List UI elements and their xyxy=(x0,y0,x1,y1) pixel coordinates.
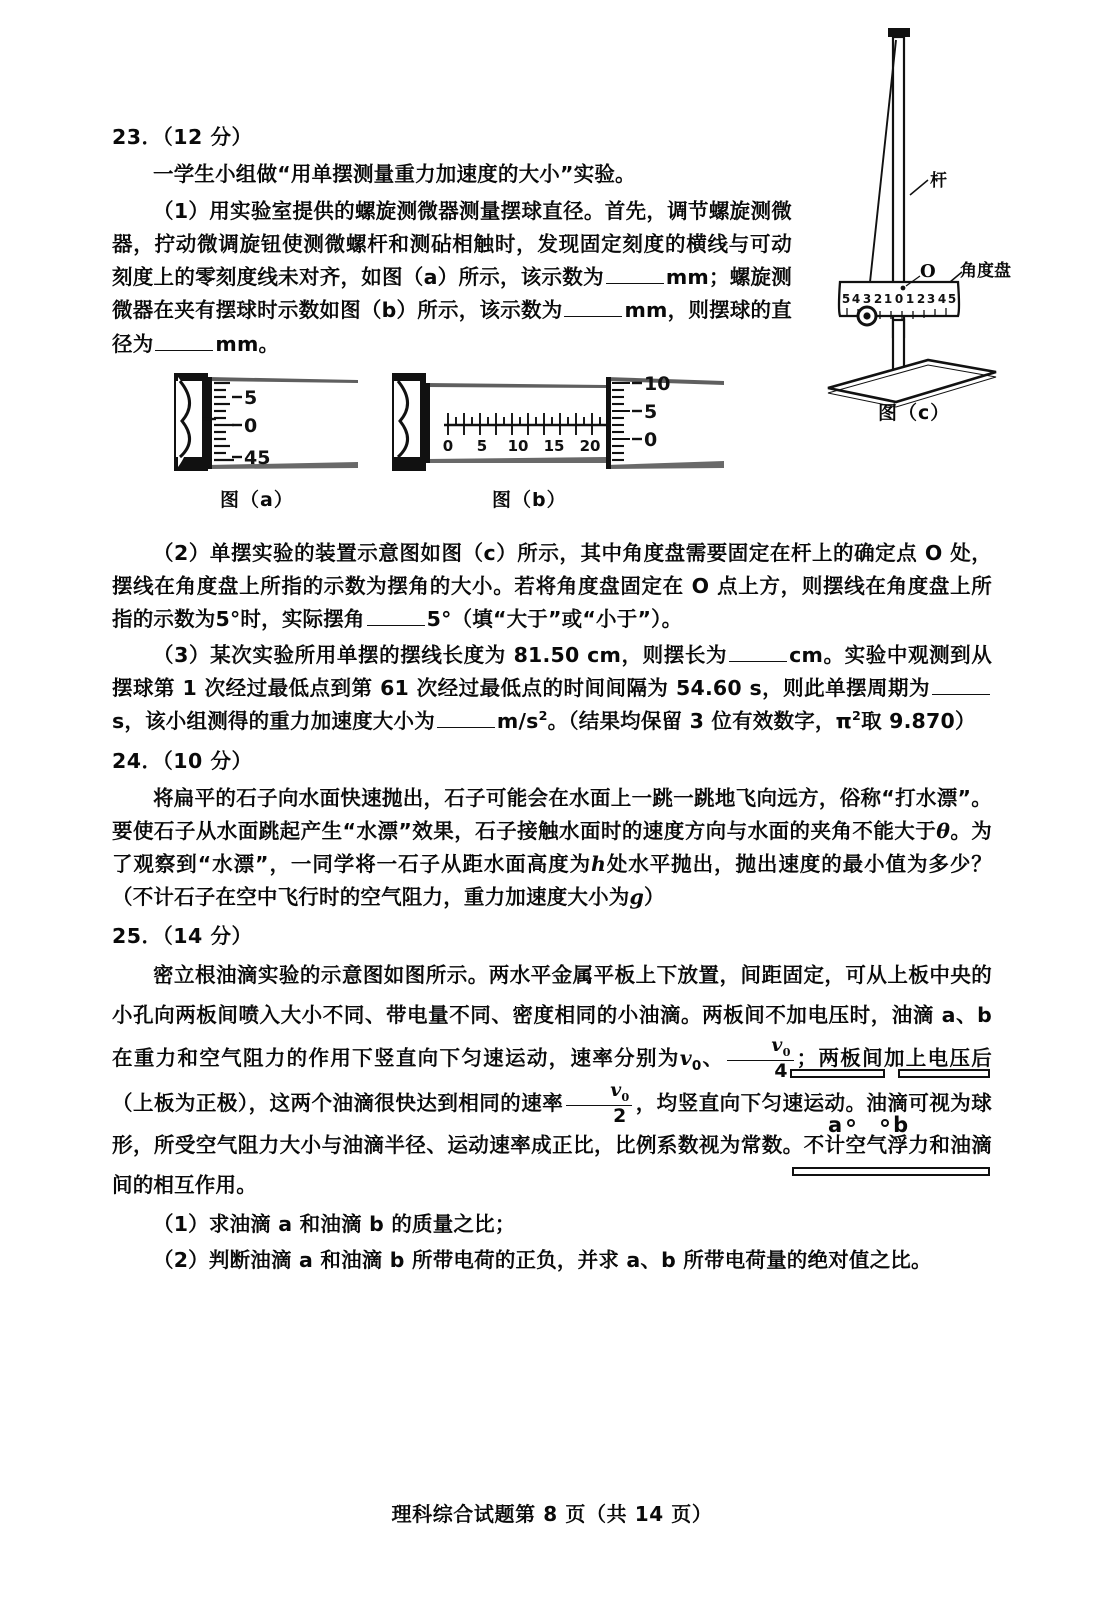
q25-frac1-denominator: 4 xyxy=(774,1059,788,1082)
question-25-sub1: （1）求油滴 a 和油滴 b 的质量之比； xyxy=(153,1212,516,1237)
svg-text:5: 5 xyxy=(841,292,851,306)
q23-part1-text-d: mm。 xyxy=(215,331,280,356)
svg-text:1: 1 xyxy=(905,292,915,306)
question-23-part3 xyxy=(112,639,992,739)
q24-text-2: 。为了观察到“水漂”，一同学将一石子从距水面高度为 xyxy=(112,818,992,877)
q23-pi-exponent: 2 xyxy=(852,708,862,724)
svg-text:10: 10 xyxy=(644,372,671,395)
q25-text-1: 密立根油滴实验的示意图如图所示。两水平金属平板上下放置，间距固定，可从上板中央的小孔向两板间喷入大小不同、带电量不同、密度相同的小油滴。两板间不加电压时，油滴 a、b 在重力和空气阻力的作用下竖直向下匀速运动，速率分别为 xyxy=(112,963,992,1071)
svg-text:5: 5 xyxy=(947,292,957,306)
svg-text:45: 45 xyxy=(244,446,271,469)
question-25-body-wrapper xyxy=(112,956,992,1206)
svg-text:5: 5 xyxy=(244,386,258,409)
question-23-part1 xyxy=(112,195,792,361)
q23-part1-text-c: mm，则摆球的直径为 xyxy=(112,298,792,356)
q24-symbol-h: h xyxy=(591,852,607,877)
figure-c-caption: 图（c） xyxy=(878,402,951,424)
figure-a-micrometer xyxy=(174,369,364,477)
q24-text-1: 将扁平的石子向水面快速抛出，石子可能会在水面上一跳一跳地飞向远方，俗称“打水漂”。要使石子从水面跳起产生“水漂”效果，石子接触水面时的速度方向与水面的夹角不能大于 xyxy=(112,785,992,843)
figure-c-point-o-label: O xyxy=(920,261,936,282)
answer-blank-6[interactable] xyxy=(932,672,990,695)
q23-part3-text-a: （3）某次实验所用单摆的摆线长度为 81.50 cm，则摆长为 xyxy=(153,642,728,667)
page-content xyxy=(112,124,992,1277)
q25-frac2-numerator: $v_0$ xyxy=(566,1081,632,1106)
oil-drop-b-label: b xyxy=(893,1113,910,1137)
svg-text:0: 0 xyxy=(442,436,454,455)
answer-blank-4[interactable] xyxy=(367,604,425,627)
answer-blank-3[interactable] xyxy=(155,328,213,351)
answer-blank-7[interactable] xyxy=(437,705,495,728)
q25-fraction-v0-over-4 xyxy=(727,1036,793,1081)
svg-text:15: 15 xyxy=(543,436,565,455)
q24-symbol-g: g xyxy=(629,885,645,910)
page-footer: 理科综合试题第 8 页（共 14 页） xyxy=(391,1502,713,1526)
q24-text-3: 处水平抛出，抛出速度的最小值为多少？（不计石子在空中飞行时的空气阻力，重力加速度大小为 xyxy=(112,852,992,910)
oil-drop-a-label: a xyxy=(828,1113,844,1137)
svg-text:0: 0 xyxy=(244,414,258,437)
answer-blank-2[interactable] xyxy=(564,295,622,318)
svg-text:1: 1 xyxy=(883,292,893,306)
question-23-intro: 一学生小组做“用单摆测量重力加速度的大小”实验。 xyxy=(153,161,636,186)
q23-part1-text-a: （1）用实验室提供的螺旋测微器测量摆球直径。首先，调节螺旋测微器，拧动微调旋钮使测微螺杆和测砧相触时，发现固定刻度的横线与可动刻度上的零刻度线未对齐，如图（a）所示，该示数为 xyxy=(112,198,792,290)
svg-text:2: 2 xyxy=(873,292,883,306)
figure-b-micrometer xyxy=(392,369,732,477)
question-24-body xyxy=(112,782,992,915)
answer-blank-1[interactable] xyxy=(606,262,664,285)
answer-blank-5[interactable] xyxy=(729,639,787,662)
q23-part3-text-c: s，该小组测得的重力加速度大小为 xyxy=(112,708,435,733)
q25-symbol-v0: v xyxy=(679,1046,692,1071)
question-23-number: 23．（12 分） xyxy=(112,125,253,149)
question-25-sub2: （2）判断油滴 a 和油滴 b 所带电荷的正负，并求 a、b 所带电荷量的绝对值之比。 xyxy=(153,1247,932,1272)
q24-symbol-theta: θ xyxy=(936,818,951,843)
q23-part3-text-f: 取 9.870） xyxy=(861,708,976,733)
svg-text:4: 4 xyxy=(937,292,947,306)
q23-unit-exponent: 2 xyxy=(538,708,548,724)
q25-text-4: ，均竖直向下匀速运动。油滴可视为球形，所受空气阻力大小与油滴半径、运动速率成正比，比例系数视为常数。不计空气浮力和油滴间的相互作用。 xyxy=(112,1091,992,1198)
svg-text:2: 2 xyxy=(916,292,926,306)
q25-text-3: ；两板间加上电压后（上板为正极），这两个油滴很快达到相同的速率 xyxy=(112,1046,992,1116)
q23-part2-text-a: （2）单摆实验的装置示意图如图（c）所示，其中角度盘需要固定在杆上的确定点 O 处，摆线在角度盘上所指的示数为摆角的大小。若将角度盘固定在 O 点上方，则摆线在角度盘上所指的示数为5°时，实际摆角 xyxy=(112,540,992,632)
svg-text:0: 0 xyxy=(644,428,658,451)
q23-part3-text-b: cm。实验中观测到从摆球第 1 次经过最低点到第 61 次经过最低点的时间间隔为 54.60 s，则此单摆周期为 xyxy=(112,642,993,700)
question-23-part2 xyxy=(112,537,992,637)
question-25-body xyxy=(112,956,992,1206)
question-24-number: 24．（10 分） xyxy=(112,749,253,774)
q23-part3-text-d: m/s xyxy=(496,708,539,733)
svg-text:4: 4 xyxy=(851,292,861,306)
svg-text:0: 0 xyxy=(894,292,904,306)
svg-text:5: 5 xyxy=(644,400,658,423)
q23-part2-text-b: 5°（填“大于”或“小于”）。 xyxy=(426,607,683,632)
svg-text:20: 20 xyxy=(579,436,601,455)
svg-text:10: 10 xyxy=(507,436,529,455)
q25-frac2-denominator: 2 xyxy=(613,1104,627,1127)
q25-frac1-numerator: $v_0$ xyxy=(727,1036,793,1061)
q25-symbol-v0-sub: 0 xyxy=(691,1058,702,1075)
micrometer-figures xyxy=(112,369,992,537)
q25-text-2: 、 xyxy=(701,1046,725,1071)
svg-text:5: 5 xyxy=(476,436,488,455)
q24-text-4: ） xyxy=(644,885,665,910)
figure-c-dial-label: 角度盘 xyxy=(960,261,1011,281)
question-25-number: 25．（14 分） xyxy=(112,923,253,948)
figure-a-caption: 图（a） xyxy=(220,488,294,511)
svg-text:3: 3 xyxy=(862,292,872,306)
figure-b-caption: 图（b） xyxy=(492,488,567,511)
figure-c-rod-label: 杆 xyxy=(930,171,947,191)
q23-part3-text-e: 。（结果均保留 3 位有效数字，π xyxy=(547,708,853,733)
q23-part1-text-b: mm；螺旋测微器在夹有摆球时示数如图（b）所示，该示数为 xyxy=(112,265,792,323)
q25-fraction-v0-over-2 xyxy=(566,1081,632,1126)
svg-text:3: 3 xyxy=(926,292,936,306)
